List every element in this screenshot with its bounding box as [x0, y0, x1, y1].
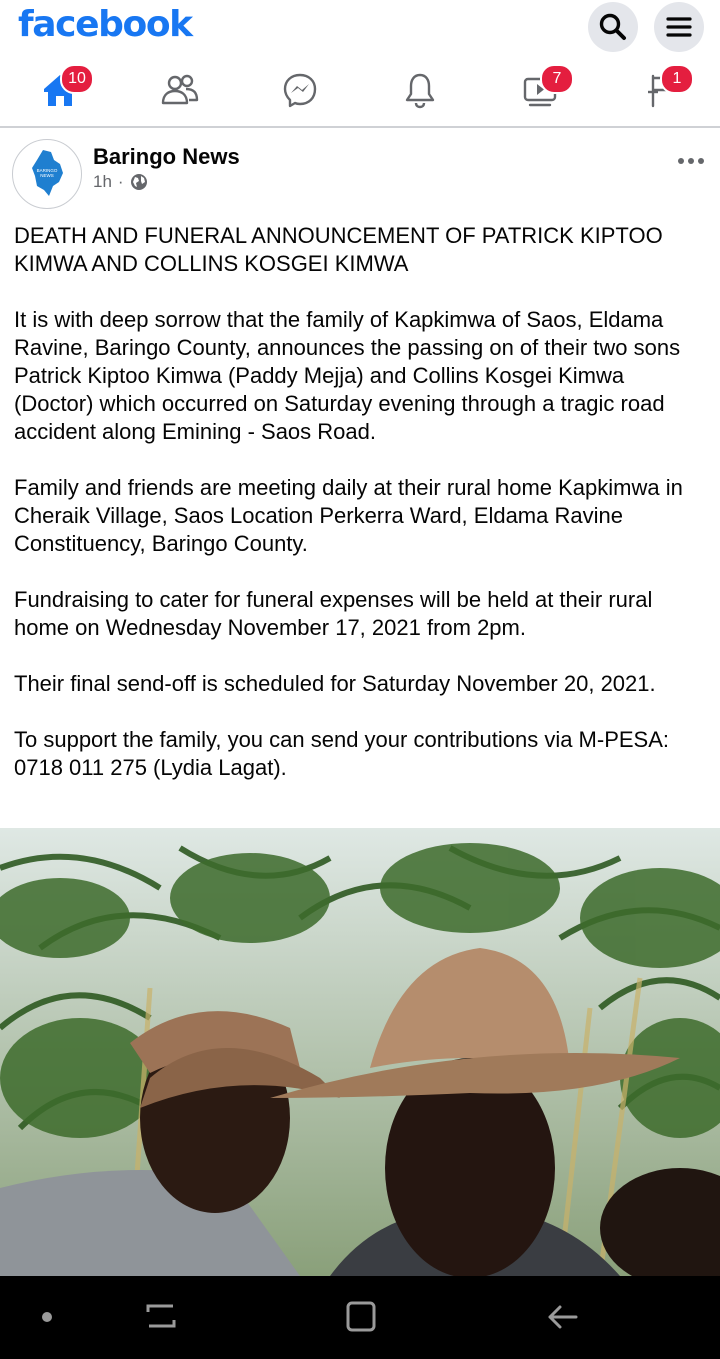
post-paragraph: It is with deep sorrow that the family of Kapkimwa of Saos, Eldama Ravine, Baringo County, announces the passing on of their two sons Patrick Kiptoo Kimwa (Paddy Mejja) and Collins Kosgei Kimwa (Doctor) which occurred on Saturday evening through a tragic road accident along Emining - Saos Road.: [14, 307, 681, 444]
tab-home[interactable]: [0, 56, 120, 126]
more-icon: [676, 148, 706, 174]
system-nav-bar: [0, 1276, 720, 1359]
search-icon: [598, 12, 628, 42]
photo-illustration: [0, 828, 720, 1276]
post-photo[interactable]: [0, 828, 720, 1276]
back-icon: [538, 1292, 588, 1342]
dot-icon: [22, 1292, 72, 1342]
recents-button[interactable]: [136, 1292, 186, 1342]
top-bar: [0, 0, 720, 56]
tab-messenger[interactable]: [240, 56, 360, 126]
assistant-button[interactable]: [22, 1292, 72, 1342]
tab-pages[interactable]: [600, 56, 720, 126]
search-button[interactable]: [588, 2, 638, 52]
post-paragraph: To support the family, you can send your contributions via M-PESA: 0718 011 275 (Lydia Lagat).: [14, 727, 670, 780]
tab-bar: [0, 56, 720, 126]
post-body: [14, 222, 704, 810]
baringo-news-logo: [13, 140, 81, 208]
svg-text:BARINGO: BARINGO: [36, 168, 58, 173]
post-paragraph: Their final send-off is scheduled for Saturday November 20, 2021.: [14, 671, 656, 696]
globe-icon: [130, 173, 148, 191]
recents-icon: [136, 1292, 186, 1342]
post-paragraph: Family and friends are meeting daily at their rural home Kapkimwa in Cheraik Village, Saos Location Perkerra Ward, Eldama Ravine Constituency, Baringo County.: [14, 475, 683, 556]
facebook-logo[interactable]: facebook: [18, 4, 192, 45]
post-options-button[interactable]: [676, 148, 706, 174]
watch-badge: 7: [540, 64, 574, 94]
post-time[interactable]: 1h: [93, 172, 112, 191]
bell-icon: [400, 70, 440, 110]
tab-friends[interactable]: [120, 56, 240, 126]
pages-badge: 1: [660, 64, 694, 94]
tab-watch[interactable]: [480, 56, 600, 126]
page-name[interactable]: Baringo News: [93, 144, 240, 169]
nav-divider: [0, 126, 720, 128]
back-button[interactable]: [538, 1292, 588, 1342]
meta-separator: ·: [117, 172, 124, 191]
home-button[interactable]: [336, 1292, 386, 1342]
friends-icon: [160, 70, 200, 110]
post-meta: [93, 172, 148, 192]
post-paragraph: Fundraising to cater for funeral expenses will be held at their rural home on Wednesday November 17, 2021 from 2pm.: [14, 587, 653, 640]
svg-text:NEWS: NEWS: [40, 173, 54, 178]
home-badge: 10: [60, 64, 94, 94]
menu-icon: [664, 12, 694, 42]
avatar[interactable]: [12, 139, 82, 209]
tab-notifications[interactable]: [360, 56, 480, 126]
menu-button[interactable]: [654, 2, 704, 52]
messenger-icon: [280, 70, 320, 110]
home-square-icon: [336, 1292, 386, 1342]
post-paragraph: DEATH AND FUNERAL ANNOUNCEMENT OF PATRICK KIPTOO KIMWA AND COLLINS KOSGEI KIMWA: [14, 223, 663, 276]
